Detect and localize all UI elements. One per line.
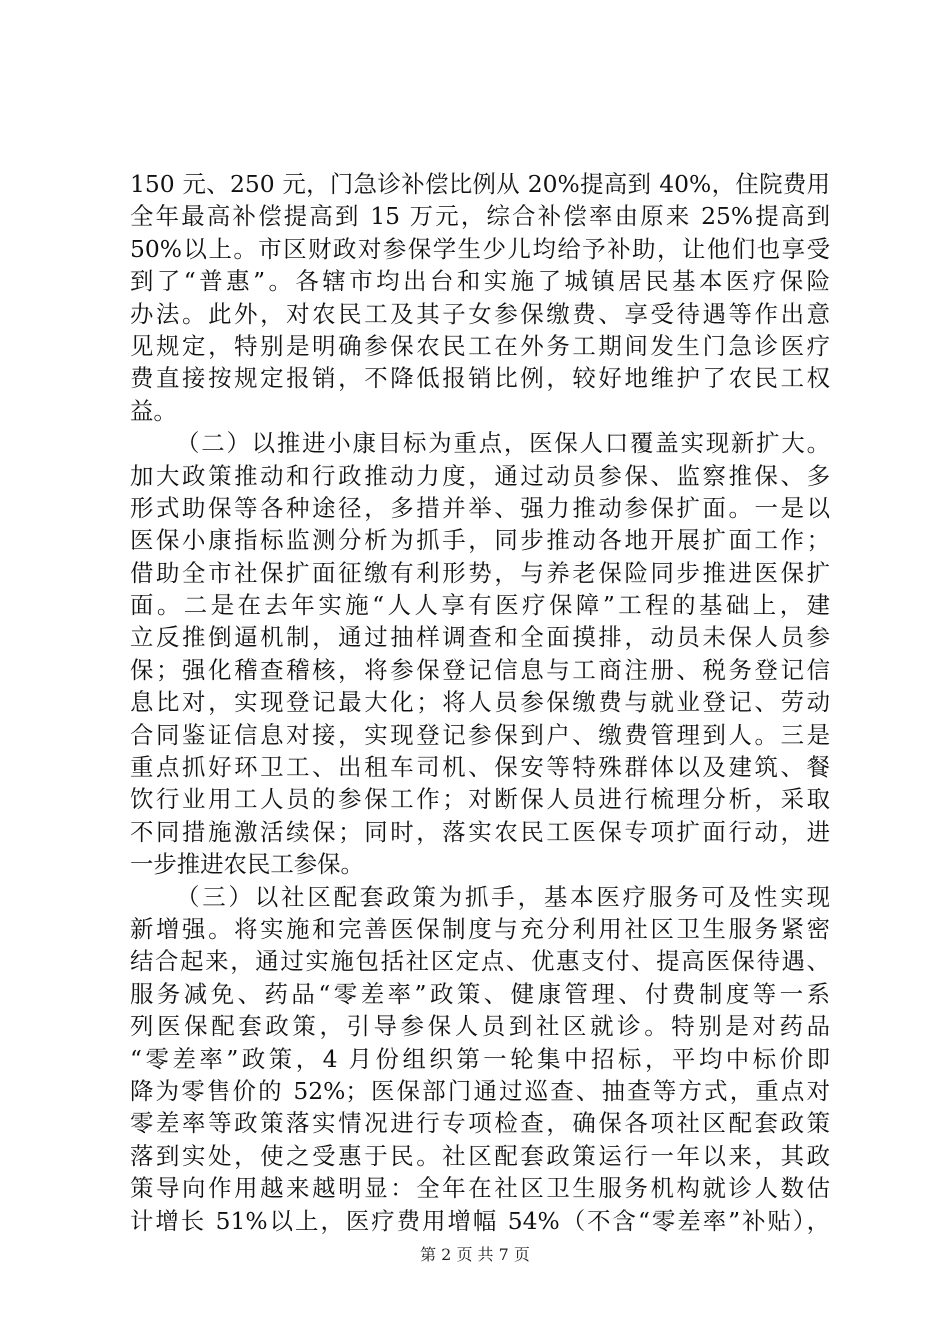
text-line: 列医保配套政策，引导参保人员到社区就诊。特别是对药品 [130,1012,830,1041]
text-line: 形式助保等各种途径，多措并举、强力推动参保扩面。一是以 [130,493,830,522]
text-line: 一步推进农民工参保。 [130,850,364,879]
text-line: 饮行业用工人员的参保工作；对断保人员进行梳理分析，采取 [130,785,830,814]
text-line: 结合起来，通过实施包括社区定点、优惠支付、提高医保待遇、 [130,947,830,976]
text-line: 面。二是在去年实施“人人享有医疗保障”工程的基础上，建 [130,591,830,620]
paragraph-2 [130,427,830,880]
text-line: “零差率”政策，4 月份组织第一轮集中招标，平均中标价即 [130,1044,830,1073]
text-line: 重点抓好环卫工、出租车司机、保安等特殊群体以及建筑、餐 [130,753,830,782]
text-line: 150 元、250 元，门急诊补偿比例从 20%提高到 40%，住院费用 [130,170,830,198]
text-line: 医保小康指标监测分析为抓手，同步推动各地开展扩面工作； [130,526,830,555]
paragraph-3 [130,881,830,1237]
text-line: 服务减免、药品“零差率”政策、健康管理、付费制度等一系 [130,979,830,1008]
document-body [130,168,830,1237]
page-number-footer: 第 2 页 共 7 页 [420,1245,530,1264]
text-line: 计增长 51%以上，医疗费用增幅 54%（不含“零差率”补贴）， [130,1206,830,1235]
text-line: 落到实处，使之受惠于民。社区配套政策运行一年以来，其政 [130,1141,830,1170]
text-line: 保；强化稽查稽核，将参保登记信息与工商注册、税务登记信 [130,655,830,684]
text-line: 加大政策推动和行政推动力度，通过动员参保、监察推保、多 [130,461,830,490]
text-line: 50%以上。市区财政对参保学生少儿均给予补助，让他们也享受 [130,234,830,263]
text-line: 息比对，实现登记最大化；将人员参保缴费与就业登记、劳动 [130,688,830,717]
text-line: 办法。此外，对农民工及其子女参保缴费、享受待遇等作出意 [130,299,830,328]
text-line: 全年最高补偿提高到 15 万元，综合补偿率由原来 25%提高到 [130,202,830,231]
text-line: 新增强。将实施和完善医保制度与充分利用社区卫生服务紧密 [130,914,830,943]
paragraph-1 [130,168,830,427]
text-line: 借助全市社保扩面征缴有利形势，与养老保险同步推进医保扩 [130,558,830,587]
text-line: 不同措施激活续保；同时，落实农民工医保专项扩面行动，进 [130,817,830,846]
text-line: 合同鉴证信息对接，实现登记参保到户、缴费管理到人。三是 [130,720,830,749]
text-line: 降为零售价的 52%；医保部门通过巡查、抽查等方式，重点对 [130,1076,830,1105]
text-line: 益。 [130,396,177,425]
text-line: 到了“普惠”。各辖市均出台和实施了城镇居民基本医疗保险 [130,267,830,296]
text-line: 见规定，特别是明确参保农民工在外务工期间发生门急诊医疗 [130,331,830,360]
text-line: （二）以推进小康目标为重点，医保人口覆盖实现新扩大。 [176,429,830,458]
text-line: （三）以社区配套政策为抓手，基本医疗服务可及性实现 [176,882,830,911]
text-line: 零差率等政策落实情况进行专项检查，确保各项社区配套政策 [130,1109,830,1138]
text-line: 立反推倒逼机制，通过抽样调查和全面摸排，动员未保人员参 [130,623,830,652]
text-line: 策导向作用越来越明显：全年在社区卫生服务机构就诊人数估 [130,1174,830,1203]
text-line: 费直接按规定报销，不降低报销比例，较好地维护了农民工权 [130,364,830,393]
